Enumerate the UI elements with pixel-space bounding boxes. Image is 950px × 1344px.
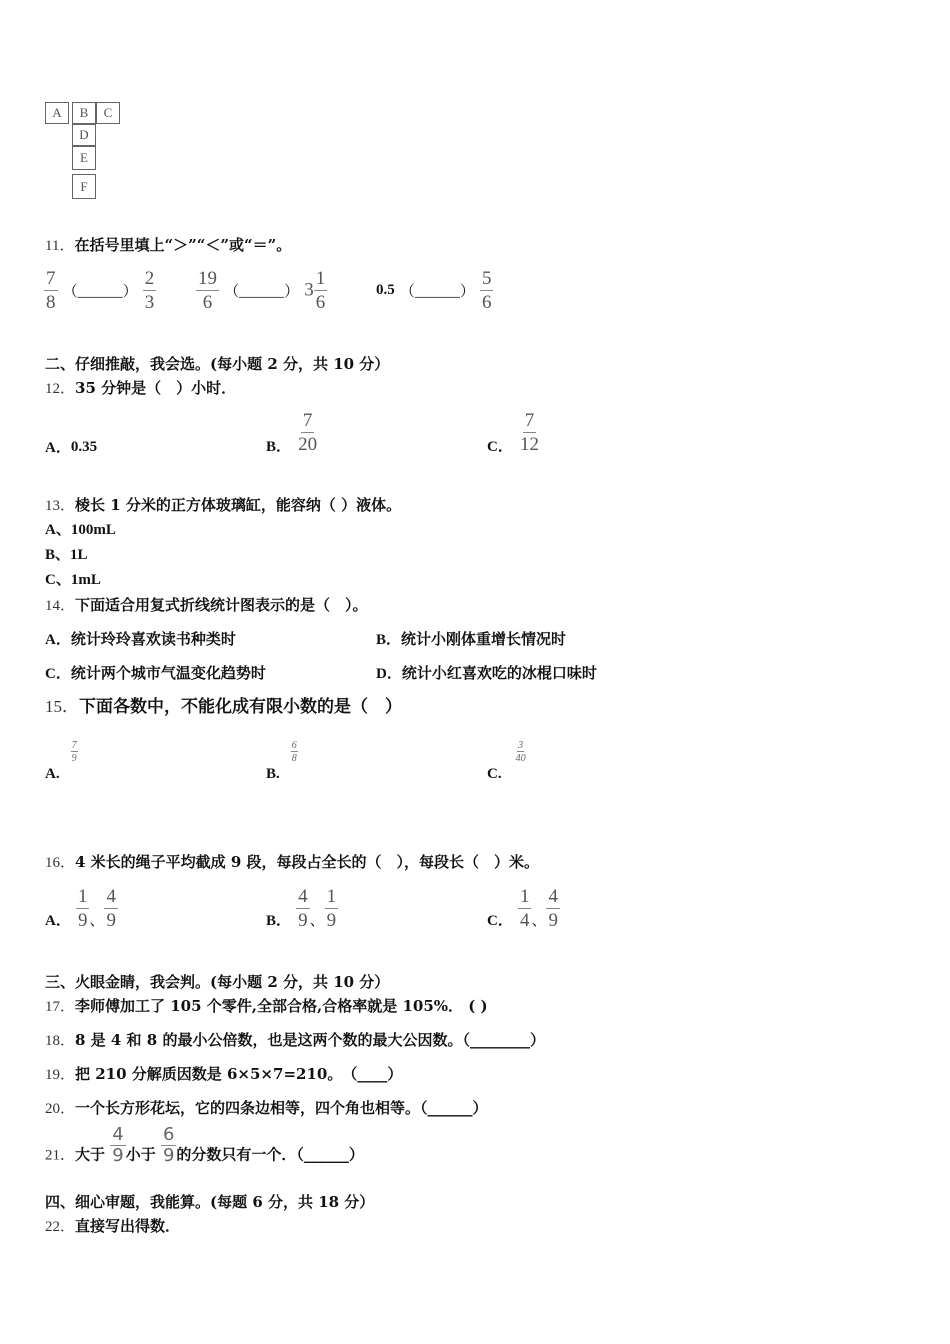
q15-option-c[interactable] (487, 740, 528, 783)
option-text: 统计小红喜欢吃的冰棍口味时 (401, 664, 597, 682)
fraction: $\frac{4}{9}$ (112, 1124, 124, 1166)
question-text: 在括号里填上“＞”“＜”或“＝”。 (74, 236, 292, 254)
question-11 (45, 235, 291, 256)
q16-option-b[interactable] (266, 886, 338, 931)
question-16 (45, 852, 539, 873)
q12-option-c[interactable] (487, 410, 541, 456)
q14-option-c[interactable] (45, 663, 266, 684)
question-15 (45, 696, 402, 718)
question-number: 17． (45, 999, 76, 1015)
question-number: 21． (45, 1147, 76, 1164)
option-label: B． (376, 632, 402, 648)
q14-option-b[interactable] (376, 629, 566, 650)
question-number: 12． (45, 381, 76, 397)
answer-blank[interactable]: （______） (224, 284, 300, 300)
question-text: 一个长方形花坛，它的四条边相等，四个角也相等。（______） (75, 1099, 488, 1117)
section-4-title: 四、细心审题，我能算。(每题 6 分，共 18 分） (45, 1193, 375, 1211)
net-cell-d: D (72, 124, 96, 146)
question-text: 下面各数中，不能化成有限小数的是（ ） (79, 697, 402, 717)
q13-option-a[interactable]: A、100mL (45, 522, 116, 538)
q14-option-a[interactable] (45, 629, 236, 650)
question-17 (45, 996, 488, 1017)
option-text: 统计小刚体重增长情况时 (401, 630, 567, 648)
question-number: 19． (45, 1067, 76, 1083)
option-label: A． (45, 632, 71, 648)
fraction: $\frac{7}{12}$ (519, 410, 539, 455)
question-18 (45, 1030, 545, 1051)
fraction: $\frac{4}{9}$ (106, 886, 116, 931)
question-text: 直接写出得数． (75, 1217, 181, 1235)
fraction: $\frac{6}{8}$ (291, 740, 297, 764)
q14-option-d[interactable] (376, 663, 597, 684)
option-text: 统计玲玲喜欢读书种类时 (70, 630, 236, 648)
net-cell-a: A (45, 102, 69, 124)
question-13 (45, 495, 401, 516)
fraction: $\frac{5}{6}$ (481, 268, 492, 313)
question-number: 14． (45, 598, 76, 614)
fraction: $\frac{2}{3}$ (144, 268, 155, 313)
q12-option-b[interactable] (266, 410, 319, 456)
cube-net-diagram (45, 102, 125, 202)
question-text: 李师傅加工了 105 个零件,全部合格,合格率就是 105%． ( ) (75, 997, 488, 1015)
section-3-title: 三、火眼金睛，我会判。(每小题 2 分，共 10 分） (45, 973, 390, 991)
fraction: $\frac{4}{9}$ (298, 886, 308, 931)
question-20 (45, 1098, 488, 1119)
question-22 (45, 1216, 180, 1237)
q11-comparison-2 (196, 268, 327, 313)
fraction: $\frac{7}{8}$ (46, 268, 56, 313)
answer-blank[interactable]: （______） (399, 284, 475, 300)
separator: 、 (309, 913, 325, 929)
question-number: 20． (45, 1101, 76, 1117)
q13-option-c[interactable]: C、1mL (45, 572, 101, 588)
option-label: C． (45, 666, 71, 682)
option-value: 0.35 (70, 439, 98, 455)
option-label: C． (487, 913, 513, 929)
q11-comparison-1 (44, 268, 156, 313)
fraction: $\frac{7}{9}$ (71, 740, 77, 764)
q13-option-b[interactable]: B、1L (45, 547, 88, 563)
question-text-mid: 小于 (125, 1145, 156, 1164)
question-text: 35 分钟是（ ）小时． (75, 379, 237, 397)
section-2-title: 二、仔细推敲，我会选。(每小题 2 分，共 10 分） (45, 355, 390, 373)
fraction: $\frac{6}{9}$ (162, 1124, 175, 1166)
question-text: 把 210 分解质因数是 6×5×7=210。 （____） (75, 1065, 403, 1083)
question-text: 棱长 1 分米的正方体玻璃缸，能容纳（ ）液体。 (75, 496, 402, 514)
q15-option-a[interactable] (45, 740, 79, 783)
fraction: $\frac{3}{40}$ (515, 740, 526, 764)
fraction: $\frac{1}{6}$ (315, 268, 326, 313)
fraction: $\frac{1}{9}$ (77, 886, 88, 931)
q12-option-a[interactable] (45, 436, 97, 457)
q16-option-a[interactable] (45, 886, 118, 931)
question-number: 16． (45, 855, 76, 871)
option-label: C． (487, 439, 513, 455)
fraction: $\frac{7}{20}$ (298, 410, 318, 455)
option-label: B． (266, 913, 292, 929)
question-text-pre: 大于 (75, 1145, 106, 1164)
option-label: A． (45, 440, 71, 456)
option-label: A. (45, 766, 60, 782)
mixed-number-whole: 3 (304, 279, 314, 301)
question-number: 15． (45, 697, 79, 716)
q11-comparison-3 (376, 268, 493, 313)
question-number: 18． (45, 1033, 76, 1049)
option-label: D． (376, 666, 402, 682)
net-cell-f: F (72, 174, 96, 199)
fraction: $\frac{1}{9}$ (326, 886, 337, 931)
question-text-post: 的分数只有一个．（______） (176, 1145, 364, 1164)
question-21 (45, 1126, 364, 1166)
question-number: 22． (45, 1219, 76, 1235)
option-label: B． (266, 439, 292, 455)
fraction: $\frac{19}{6}$ (198, 268, 217, 313)
answer-blank[interactable]: （______） (62, 284, 138, 300)
q15-option-b[interactable] (266, 740, 299, 783)
question-14 (45, 595, 368, 616)
question-number: 11． (45, 238, 75, 254)
question-text: 4 米长的绳子平均截成 9 段，每段占全长的（ ），每段长（ ）米。 (75, 853, 540, 871)
separator: 、 (531, 913, 547, 929)
question-12 (45, 378, 236, 399)
fraction: $\frac{4}{9}$ (548, 886, 558, 931)
option-label: B. (266, 766, 280, 782)
option-label: A． (45, 913, 71, 929)
decimal-value: 0.5 (376, 282, 395, 298)
separator: 、 (89, 913, 105, 929)
q16-option-c[interactable] (487, 886, 560, 931)
question-text: 8 是 4 和 8 的最小公倍数，也是这两个数的最大公因数。（________） (75, 1031, 545, 1049)
question-text: 下面适合用复式折线统计图表示的是（ ）。 (75, 596, 368, 614)
option-label: C. (487, 766, 502, 782)
net-cell-c: C (96, 102, 120, 124)
question-19 (45, 1064, 402, 1085)
question-number: 13． (45, 498, 76, 514)
net-cell-b: B (72, 102, 96, 124)
option-text: 统计两个城市气温变化趋势时 (70, 664, 266, 682)
fraction: $\frac{1}{4}$ (519, 886, 530, 931)
net-cell-e: E (72, 146, 96, 170)
